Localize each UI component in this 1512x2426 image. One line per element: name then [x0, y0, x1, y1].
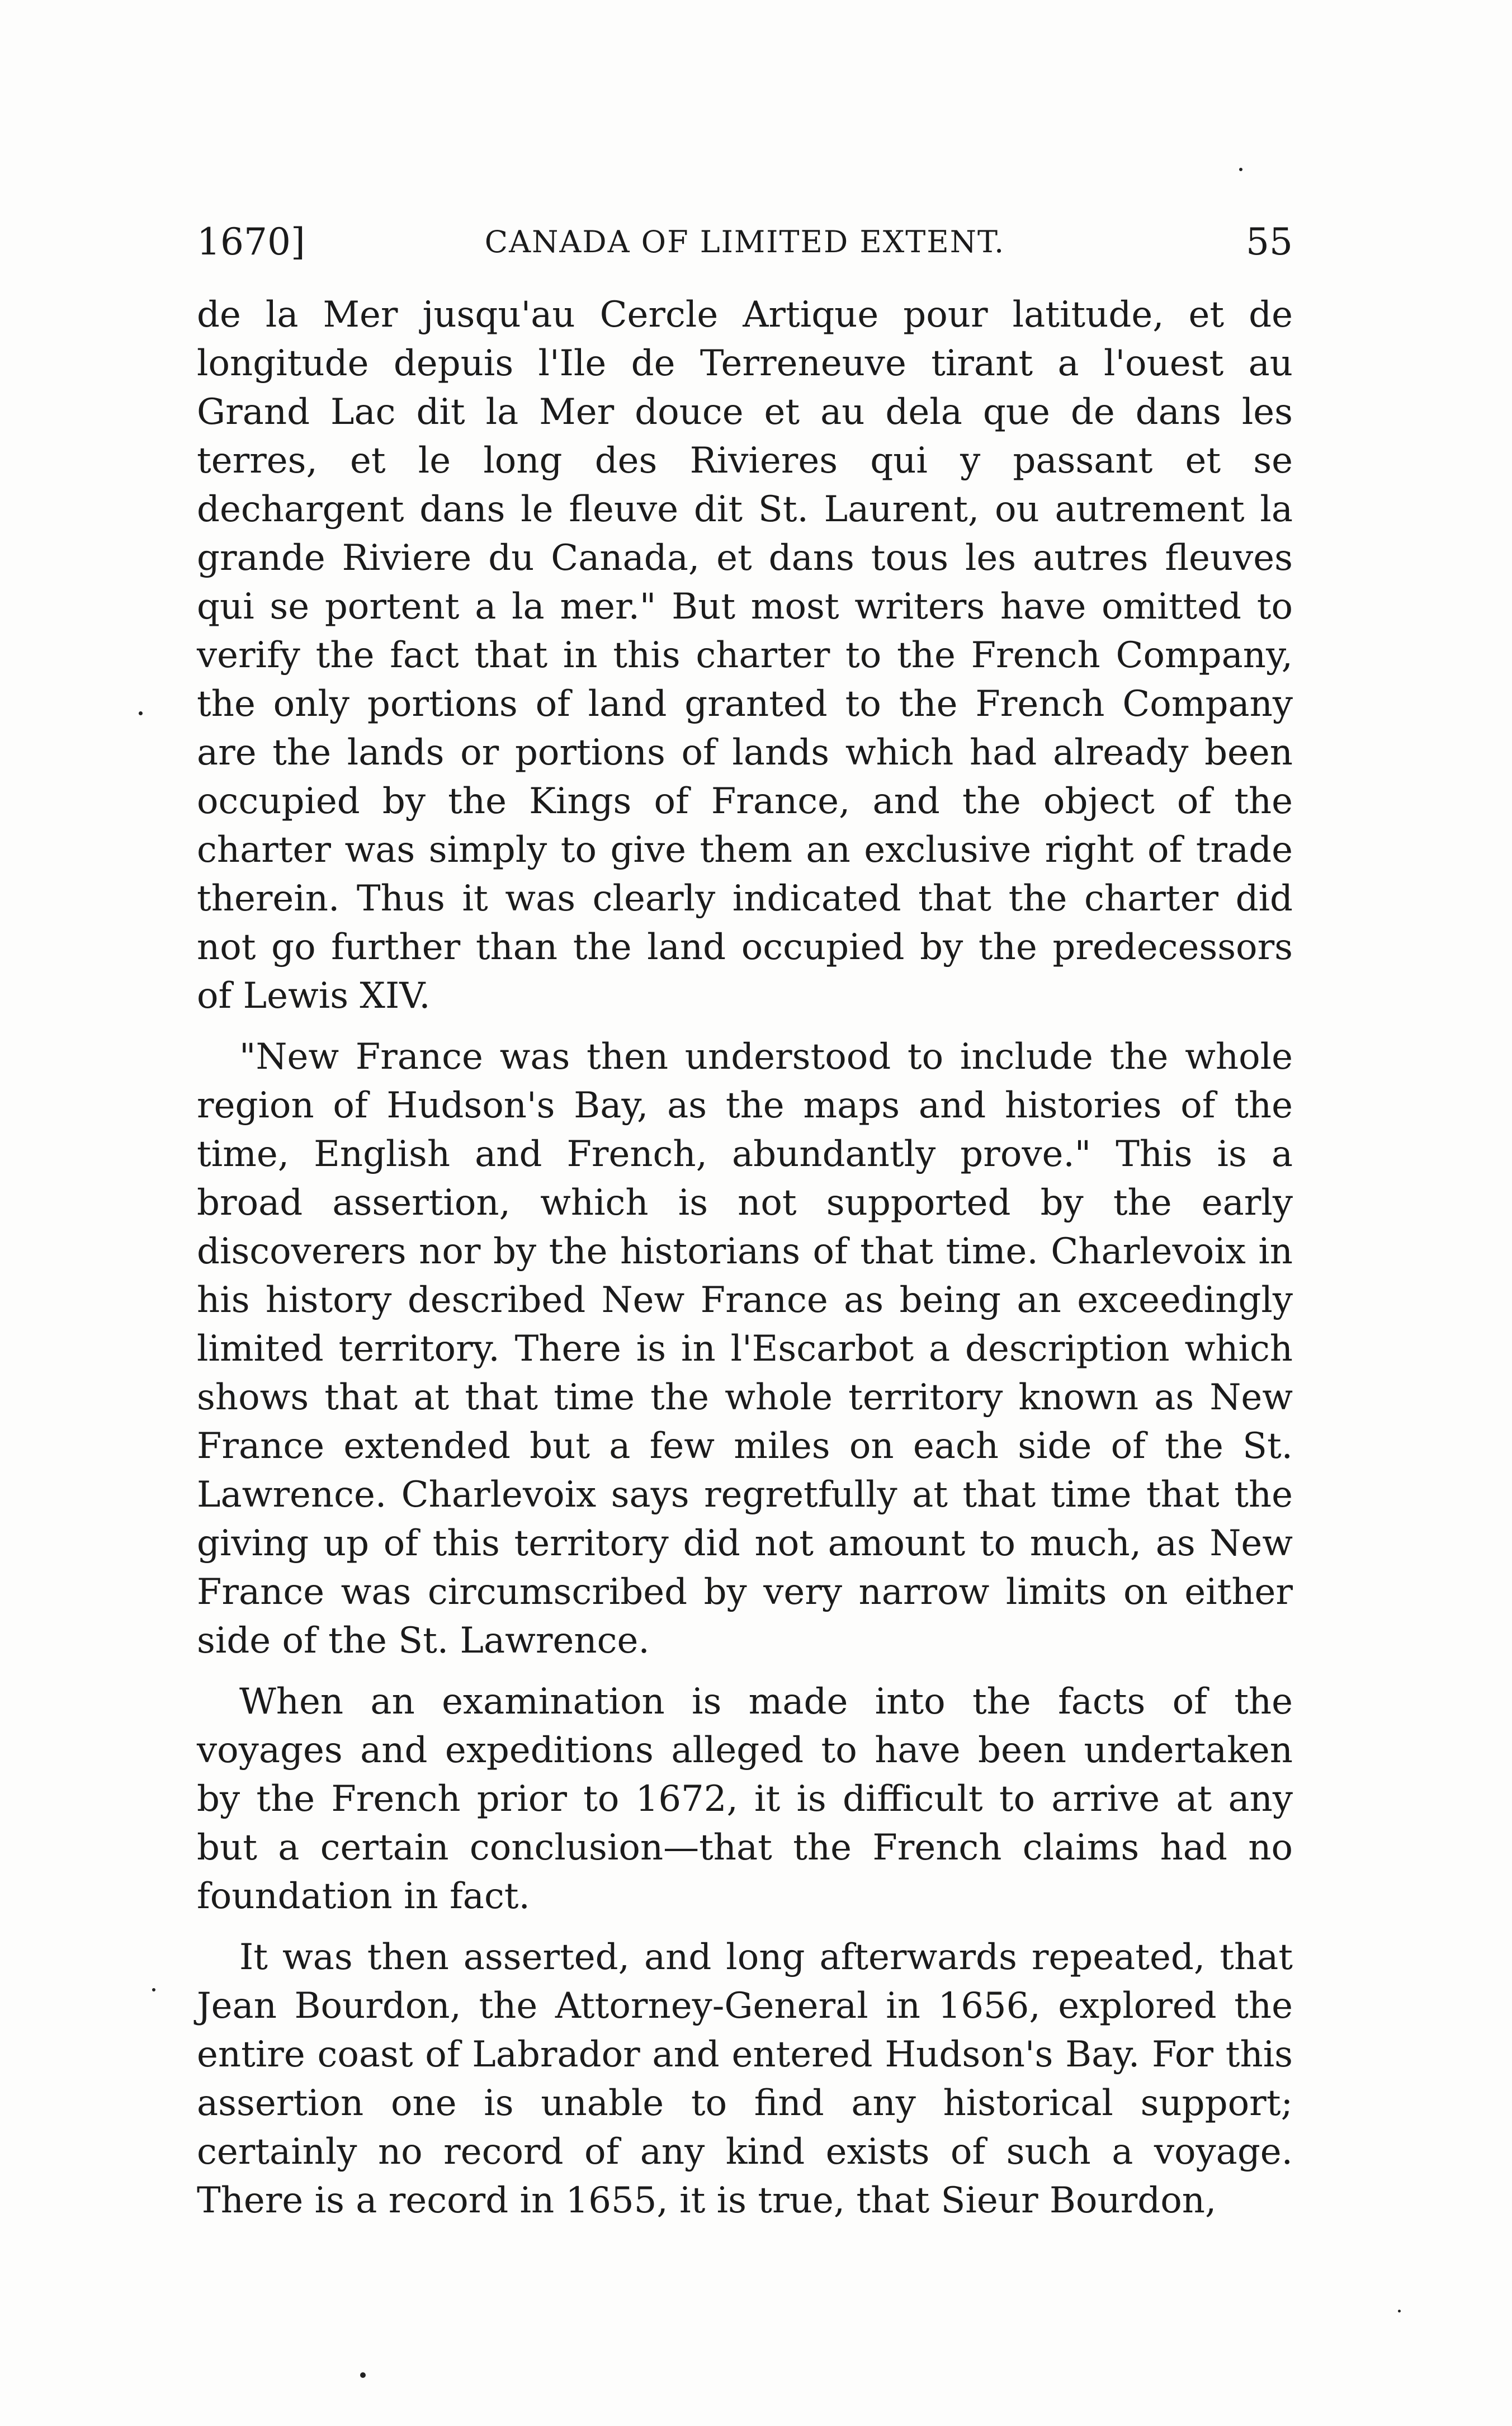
- running-head: [197, 211, 1293, 273]
- paragraph-1: de la Mer jusqu'au Cercle Artique pour latitude, et de longitude depuis l'Ile de Terreneuve tirant a l'ouest au Grand Lac dit la Mer douce et au dela que de dans les terres, et le long des Rivieres qui y passant et se dechargent dans le fleuve dit St. Laurent, ou autrement la grande Riviere du Canada, et dans tous les autres fleuves qui se portent a la mer." But most writers have omitted to verify the fact that in this charter to the French Company, the only portions of land granted to the French Company are the lands or portions of lands which had already been occupied by the Kings of France, and the object of the charter was simply to give them an exclusive right of trade therein. Thus it was clearly indicated that the charter did not go further than the land occupied by the predecessors of Lewis XIV.: [197, 294, 1293, 1017]
- body-text: [197, 291, 1293, 2225]
- print-speck: [1239, 168, 1242, 171]
- page-number: 55: [1246, 220, 1293, 263]
- paragraph-4: It was then asserted, and long afterwards repeated, that Jean Bourdon, the Attorney-General in 1656, explored the entire coast of Labrador and entered Hudson's Bay. For this assertion one is unable to find any historical support; certainly no record of any kind exists of such a voyage. There is a record in 1655, it is true, that Sieur Bourdon,: [197, 1937, 1293, 2221]
- print-speck: [360, 2372, 366, 2378]
- paragraph-2: "New France was then understood to include the whole region of Hudson's Bay, as the maps and histories of the time, English and French, abundantly prove." This is a broad assertion, which is not supported by the early discoverers nor by the historians of that time. Charlevoix in his history described New France as being an exceedingly limited territory. There is in l'Escarbot a description which shows that at that time the whole territory known as New France extended but a few miles on each side of the St. Lawrence. Charlevoix says regretfully at that time that the giving up of this territory did not amount to much, as New France was circumscribed by very narrow limits on either side of the St. Lawrence.: [197, 1036, 1293, 1662]
- running-head-title: CANADA OF LIMITED EXTENT.: [484, 224, 1005, 259]
- paragraph-3: When an examination is made into the facts of the voyages and expeditions alleged to have been undertaken by the French prior to 1672, it is difficult to arrive at any but a certain conclusion—that the French claims had no foundation in fact.: [197, 1681, 1293, 1917]
- print-speck: [1398, 2310, 1401, 2312]
- print-speck: [152, 1988, 155, 1991]
- running-head-year: 1670]: [197, 220, 305, 263]
- print-speck: [139, 711, 143, 715]
